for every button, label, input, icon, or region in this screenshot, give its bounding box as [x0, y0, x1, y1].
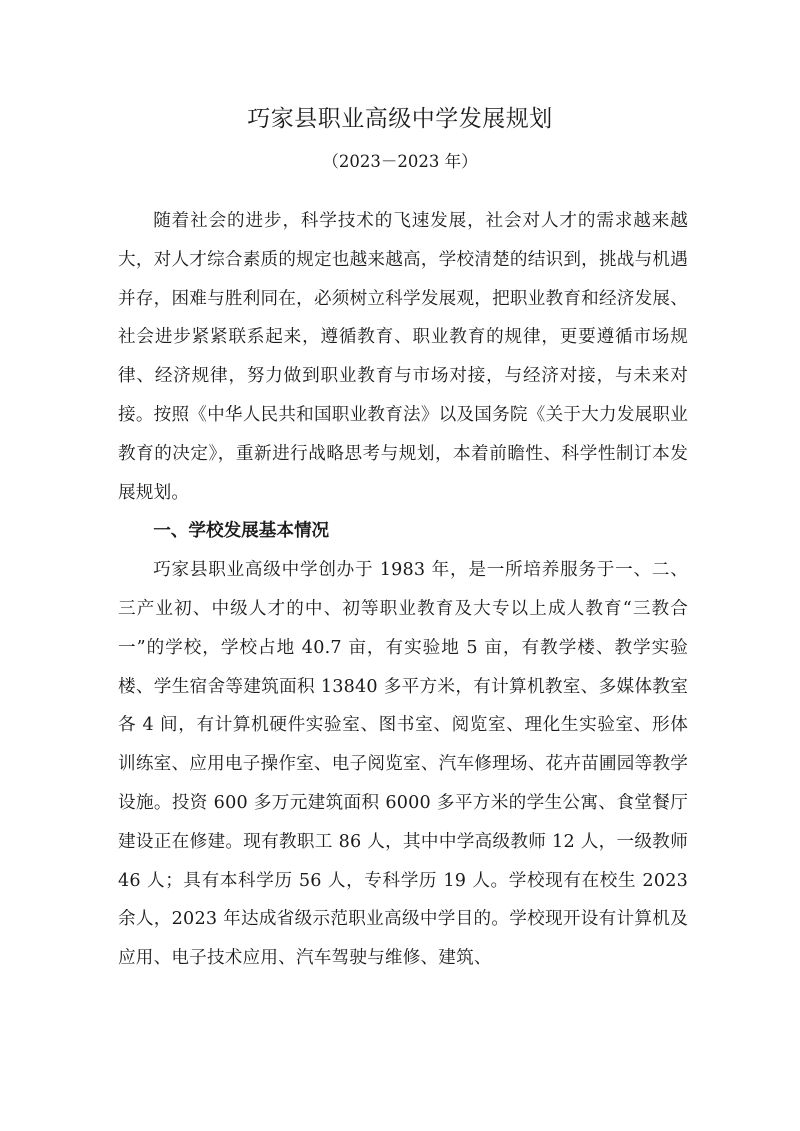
document-body	[118, 202, 688, 978]
document-title: 巧家县职业高级中学发展规划	[247, 106, 553, 132]
document-subtitle: （2023－2023 年）	[322, 152, 478, 171]
section-heading: 一、学校发展基本情况	[153, 521, 330, 542]
intro-paragraph: 随着社会的进步，科学技术的飞速发展，社会对人才的需求越来越大，对人才综合素质的规定也越来越高，学校清楚的结识到，挑战与机遇并存，困难与胜利同在，必须树立科学发展观，把职业教育和经济发展、社会进步紧紧联系起来，遵循教育、职业教育的规律，更要遵循市场规律、经济规律，努力做到职业教育与市场对接，与经济对接，与未来对接。按照《中华人民共和国职业教育法》以及国务院《关于大力发展职业教育的决定》，重新进行战略思考与规划，本着前瞻性、科学性制订本发展规划。	[118, 211, 688, 503]
section-paragraph: 巧家县职业高级中学创办于 1983 年，是一所培养服务于一、二、三产业初、中级人才的中、初等职业教育及大专以上成人教育“三教合一”的学校，学校占地 40.7 亩，有实验地 5 亩，有教学楼、教学实验楼、学生宿舍等建筑面积 13840 多平方米，有计算机教室、多媒体教室各 4 间，有计算机硬件实验室、图书室、阅览室、理化生实验室、形体训练室、应用电子操作室、电子阅览室、汽车修理场、花卉苗圃园等教学设施。投资 600 多万元建筑面积 6000 多平方米的学生公寓、食堂餐厅建设正在修建。现有教职工 86 人，其中中学高级教师 12 人，一级教师 46 人；具有本科学历 56 人，专科学历 19 人。学校现有在校生 2023 余人，2023 年达成省级示范职业高级中学目的。学校现开设有计算机及应用、电子技术应用、汽车驾驶与维修、建筑、	[118, 560, 688, 969]
